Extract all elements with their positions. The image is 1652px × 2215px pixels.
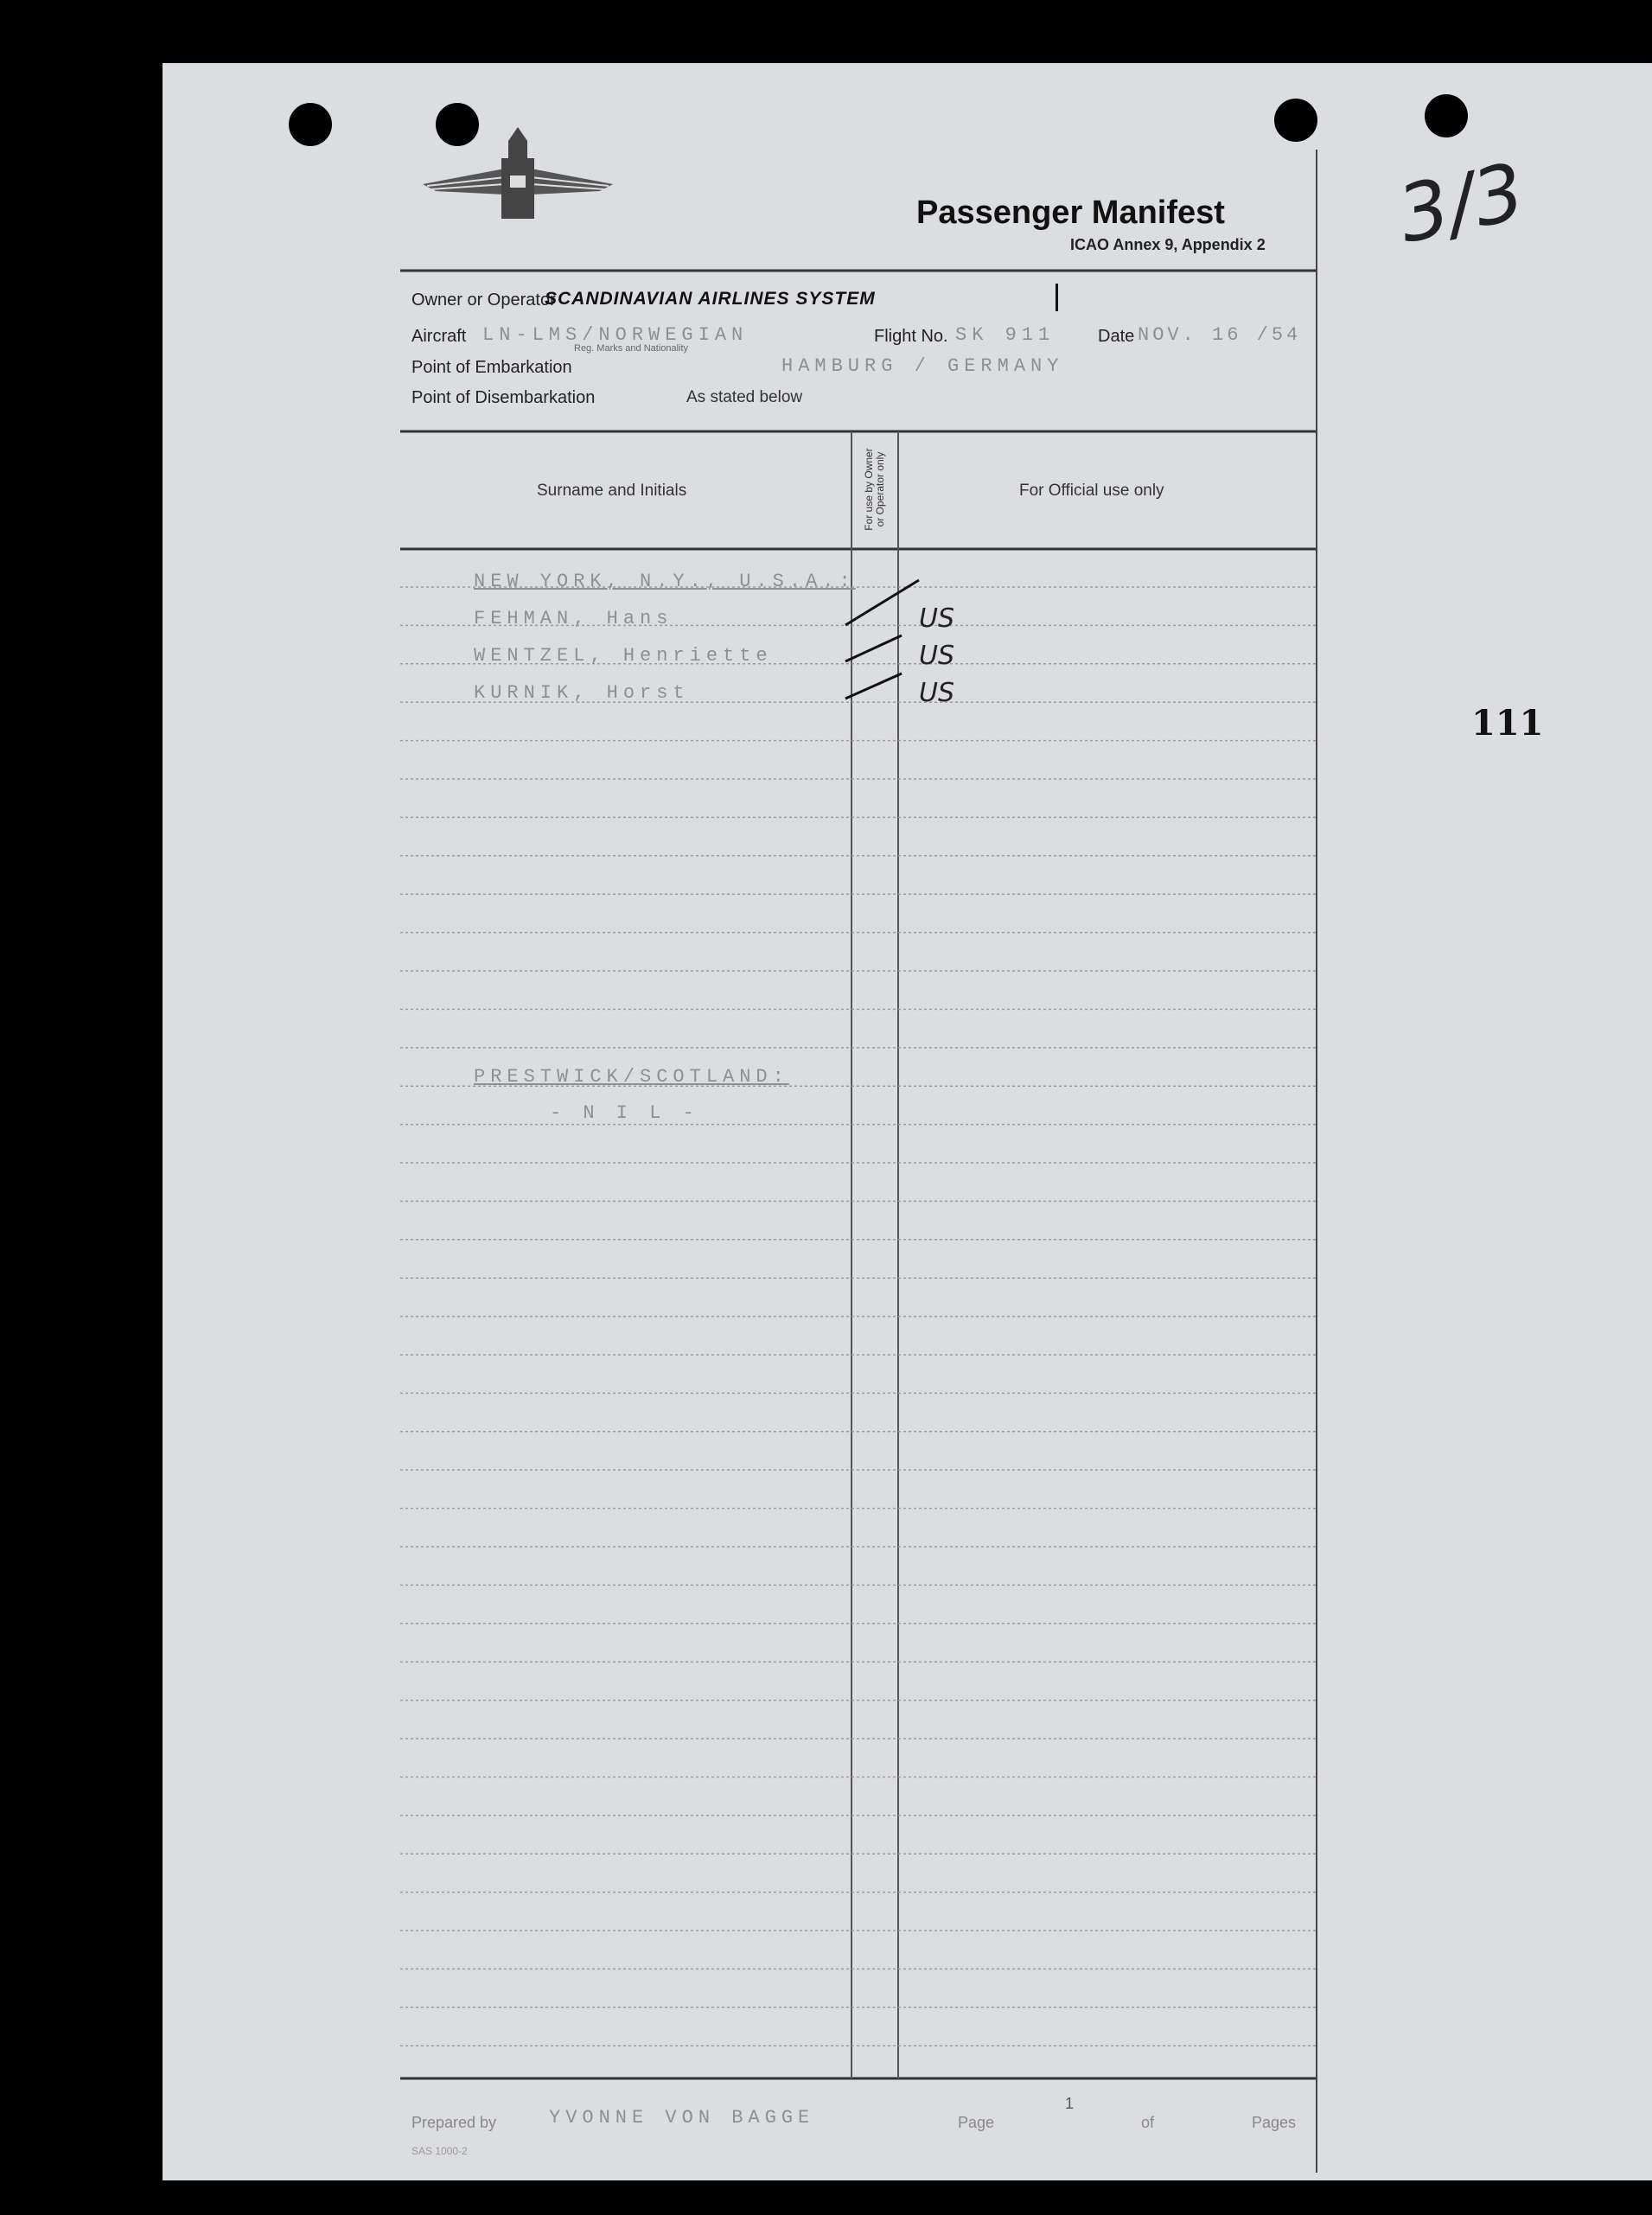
pages-label: Pages — [1252, 2114, 1297, 2131]
disembarkation-label: Point of Disembarkation — [411, 388, 596, 407]
manifest-page — [163, 63, 1652, 2180]
page-value: 1 — [1065, 2095, 1075, 2112]
form-reference: ICAO Annex 9, Appendix 2 — [1070, 236, 1266, 253]
disembarkation-value: As stated below — [686, 388, 803, 406]
flight-value: SK 911 — [955, 324, 1056, 346]
prepared-by-value: YVONNE VON BAGGE — [549, 2107, 815, 2129]
official-mark: US — [919, 603, 955, 634]
destination-heading: NEW YORK, N.Y., U.S.A.: — [474, 571, 856, 592]
prepared-by-label: Prepared by — [411, 2114, 497, 2131]
date-value: NOV. 16 /54 — [1138, 324, 1302, 346]
margin-note: 3/3 — [1390, 146, 1533, 261]
passenger-name: KURNIK, Horst — [474, 682, 690, 704]
page-label: Page — [958, 2114, 995, 2131]
owner-use-column-header: For use by Owner or Operator only — [863, 448, 886, 531]
destination-note: - N I L - — [550, 1102, 699, 1124]
flight-label: Flight No. — [874, 327, 948, 346]
aircraft-label: Aircraft — [411, 327, 467, 346]
passenger-name: FEHMAN, Hans — [474, 608, 673, 629]
of-label: of — [1141, 2114, 1155, 2131]
destination-heading: PRESTWICK/SCOTLAND: — [474, 1066, 789, 1088]
owner-value: SCANDINAVIAN AIRLINES SYSTEM — [545, 289, 876, 309]
date-label: Date — [1098, 327, 1135, 346]
stamp-number: 111 — [1471, 703, 1544, 744]
form-title: Passenger Manifest — [916, 195, 1225, 231]
official-mark: US — [919, 641, 955, 671]
embarkation-label: Point of Embarkation — [411, 358, 572, 377]
official-column-header: For Official use only — [1019, 482, 1164, 500]
owner-label: Owner or Operator — [411, 290, 556, 310]
passenger-name: WENTZEL, Henriette — [474, 645, 773, 667]
embarkation-value: HAMBURG / GERMANY — [781, 355, 1064, 377]
check-marks — [163, 63, 1652, 2180]
aircraft-value: LN-LMS/NORWEGIAN — [482, 324, 749, 346]
form-code: SAS 1000-2 — [411, 2145, 468, 2157]
aircraft-sublabel: Reg. Marks and Nationality — [574, 343, 689, 354]
surname-column-header: Surname and Initials — [537, 482, 687, 500]
official-mark: US — [919, 678, 955, 708]
